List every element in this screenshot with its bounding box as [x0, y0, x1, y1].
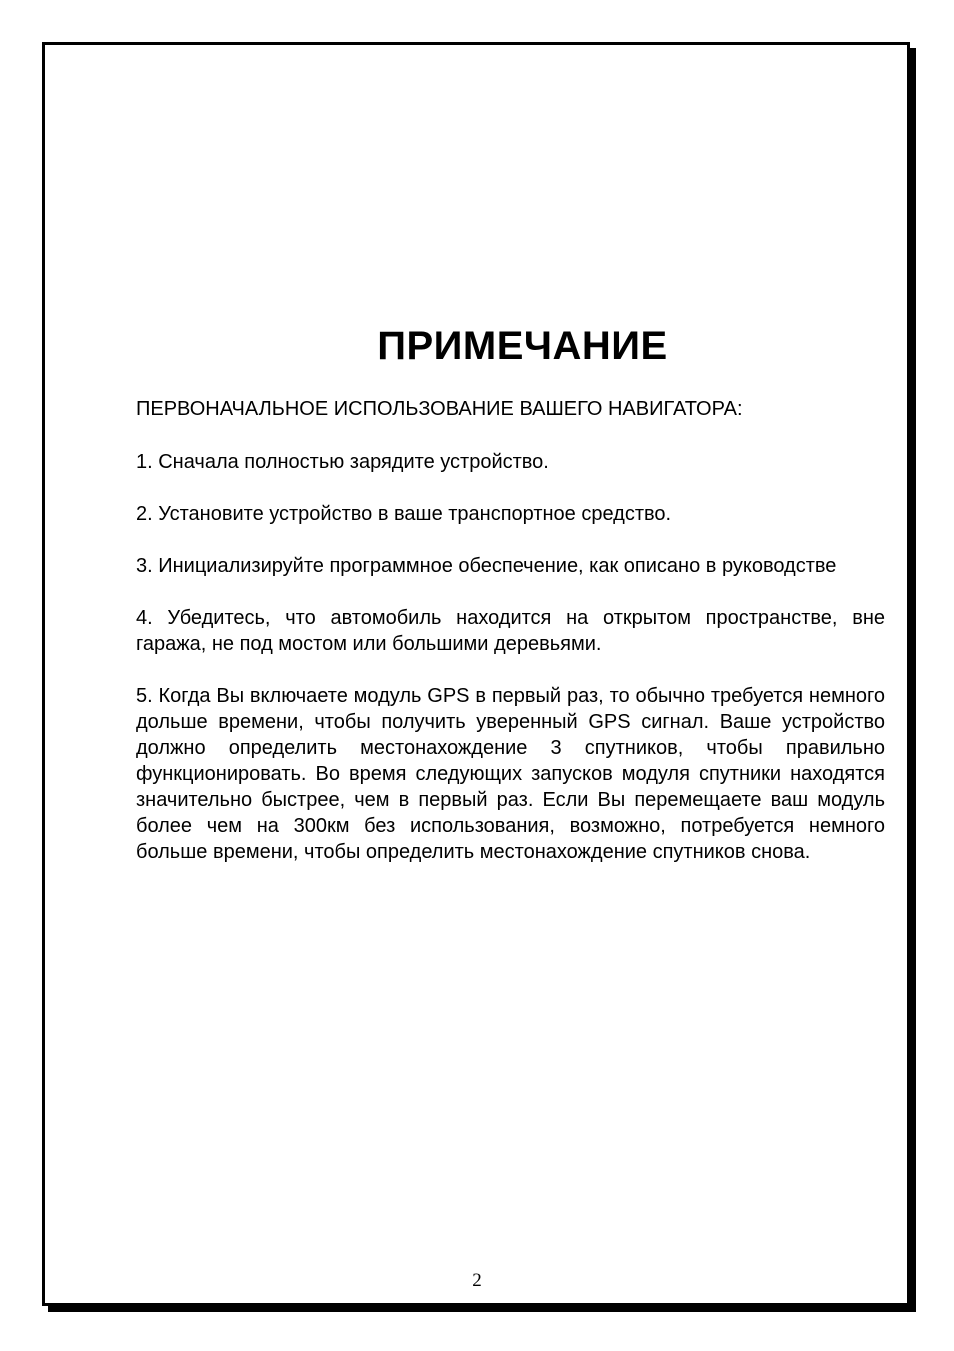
page-number: 2	[472, 1270, 482, 1291]
document-body	[136, 322, 885, 891]
document-title: ПРИМЕЧАНИЕ	[377, 324, 668, 368]
document-subtitle: ПЕРВОНАЧАЛЬНОЕ ИСПОЛЬЗОВАНИЕ ВАШЕГО НАВИГАТОРА:	[136, 398, 743, 420]
list-item-3: 3. Инициализируйте программное обеспечение, как описано в руководстве	[136, 555, 837, 577]
list-item-5: 5. Когда Вы включаете модуль GPS в первый раз, то обычно требуется немного дольше времени, чтобы получить уверенный GPS сигнал. Ваше устройство должно определить местонахождение 3 спутников, чтобы правильно функционировать. Во время следующих запусков модуля спутники находятся значительно быстрее, чем в первый раз. Если Вы перемещаете ваш модуль более чем на 300км без использования, возможно, потребуется немного больше времени, чтобы определить местонахождение спутников снова.	[136, 685, 885, 863]
list-item-2: 2. Установите устройство в ваше транспортное средство.	[136, 503, 672, 525]
list-item-1: 1. Сначала полностью зарядите устройство.	[136, 451, 549, 473]
list-item-4: 4. Убедитесь, что автомобиль находится на открытом пространстве, вне гаража, не под мостом или большими деревьями.	[136, 607, 885, 655]
